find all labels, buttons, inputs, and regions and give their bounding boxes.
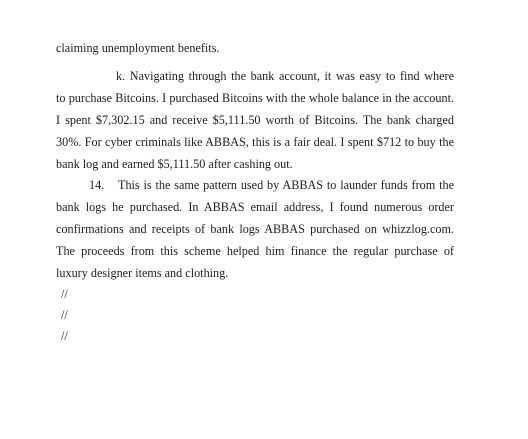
item-k-line-5: bank log and earned $5,111.50 after cashing out. <box>56 157 293 171</box>
slash-mark: // <box>61 329 68 343</box>
continuation-line: claiming unemployment benefits. <box>56 41 220 55</box>
item-k-line-2: to purchase Bitcoins. I purchased Bitcoins with the whole balance in the account. <box>56 91 454 105</box>
item-k-line-4: 30%. For cyber criminals like ABBAS, this is a fair deal. I spent $712 to buy the <box>56 135 454 149</box>
slash-mark: // <box>61 287 68 301</box>
paragraph-14-line-2: bank logs he purchased. In ABBAS email address, I found numerous order <box>56 200 454 214</box>
paragraph-14-line-5: luxury designer items and clothing. <box>56 266 229 280</box>
paragraph-14-line-3: confirmations and receipts of bank logs ABBAS purchased on whizzlog.com. <box>56 222 454 236</box>
paragraph-14-line-1: This is the same pattern used by ABBAS to launder funds from the <box>118 178 454 192</box>
item-k-line-1: k. Navigating through the bank account, it was easy to find where <box>116 69 454 83</box>
paragraph-number: 14. <box>89 178 105 192</box>
item-k-line-3: I spent $7,302.15 and receive $5,111.50 worth of Bitcoins. The bank charged <box>56 113 454 127</box>
slash-mark: // <box>61 308 68 322</box>
paragraph-14-line-4: The proceeds from this scheme helped him finance the regular purchase of <box>56 244 454 258</box>
